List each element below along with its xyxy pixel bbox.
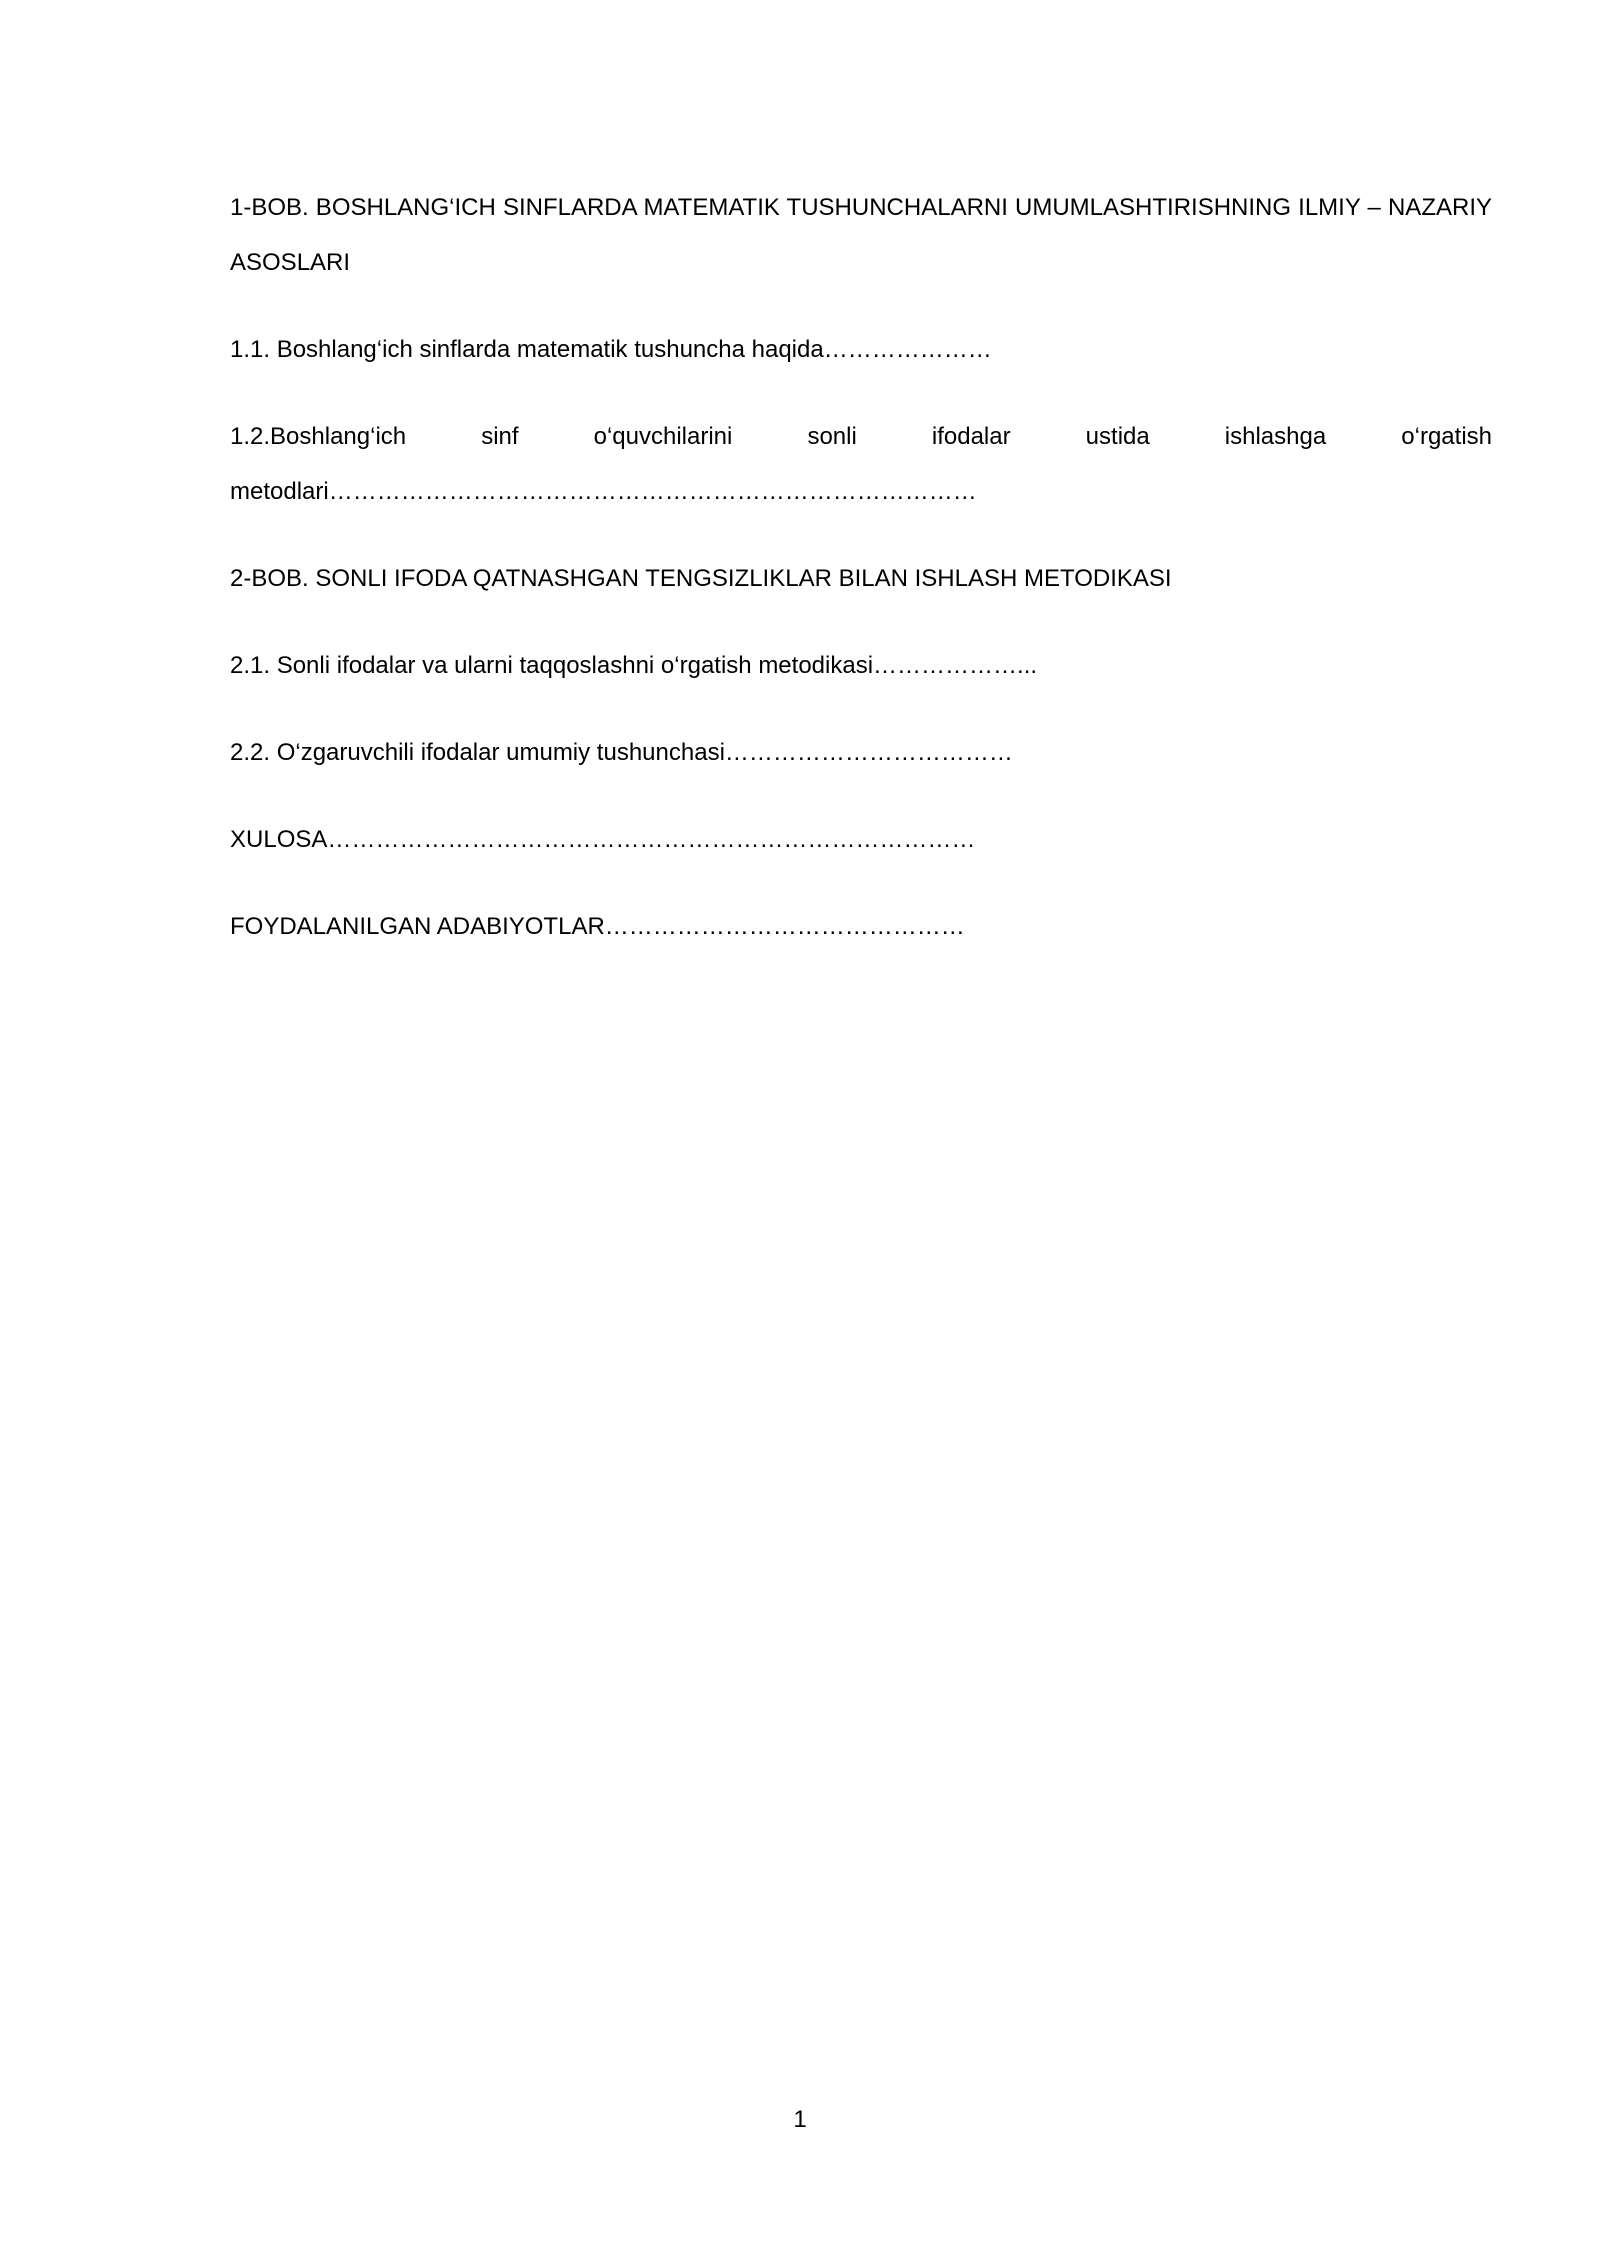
toc-section-1-2: 1.2.Boshlang‘ich sinf o‘quvchilarini sonli ifodalar ustida ishlashga o‘rgatish metodlari………………………………………………………………………: [230, 423, 1492, 505]
toc-conclusion: XULOSA………………………………………………………………………: [230, 826, 976, 853]
toc-chapter-2: 2-BOB. SONLI IFODA QATNASHGAN TENGSIZLIKLAR BILAN ISHLASH METODIKASI: [230, 565, 1172, 592]
toc-chapter-1: 1-BOB. BOSHLANG‘ICH SINFLARDA MATEMATIK TUSHUNCHALARNI UMUMLASHTIRISHNING ILMIY – NAZARIY ASOSLARI: [230, 194, 1492, 276]
toc-section-1-1: 1.1. Boshlang‘ich sinflarda matematik tushuncha haqida…………………: [230, 336, 992, 363]
toc-section-2-2: 2.2. O‘zgaruvchili ifodalar umumiy tushunchasi………………………………: [230, 739, 1013, 766]
table-of-contents: [230, 180, 1492, 986]
toc-section-2-1: 2.1. Sonli ifodalar va ularni taqqoslashni o‘rgatish metodikasi………………...: [230, 652, 1038, 679]
page-number: 1: [793, 2106, 807, 2133]
toc-bibliography: FOYDALANILGAN ADABIYOTLAR………………………………………: [230, 913, 965, 940]
